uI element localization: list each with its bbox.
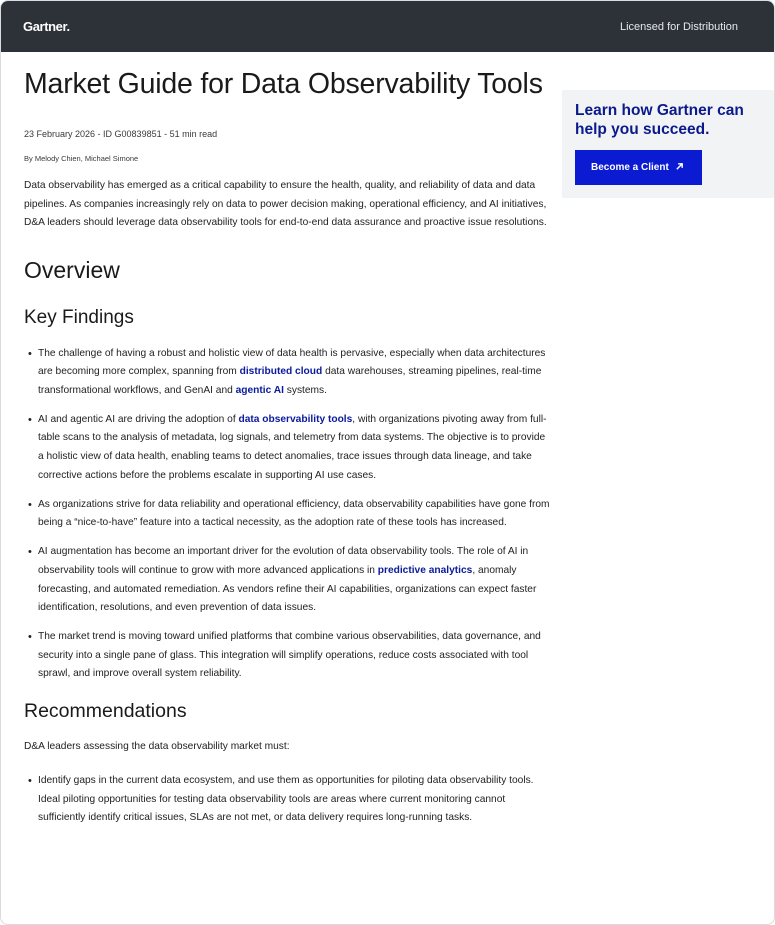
article-summary: Data observability has emerged as a critical capability to ensure the health, quality, and reliability of data and data pipelines. As companies increasingly rely on data to power decision making, operational efficiency, and AI initiatives, D&A leaders should leverage data observability tools for end-to-end data assurance and proactive issue resolutions. <box>24 180 547 228</box>
overview-heading: Overview <box>24 256 120 283</box>
article-authors: By Melody Chien, Michael Simone <box>24 154 139 163</box>
finding-item: • As organizations strive for data reliability and operational efficiency, data observability capabilities have gone from being a “nice-to-have” feature into a tactical necessity, as the adoption rate of these tools has increased. <box>24 496 552 533</box>
article-meta: 23 February 2026 - ID G00839851 - 51 min read <box>24 129 218 139</box>
recommendation-item: • Identify gaps in the current data ecosystem, and use them as opportunities for piloting data observability tools. Ideal piloting opportunities for testing data observability tools are areas where current monitoring cannot sufficiently identify critical issues, SLAs are not met, or data delivery requires long-running tasks. <box>24 772 552 828</box>
promo-heading: Learn how Gartner can help you succeed. <box>575 102 744 138</box>
finding-item: • AI and agentic AI are driving the adoption of data observability tools, with organizations pivoting away from full-table scans to the analysis of metadata, log signals, and telemetry from data systems. The objective is to provide a holistic view of data health, enabling teams to detect anomalies, trace issues through data lineage, and take corrective actions before the problems escalate in supporting AI use cases. <box>24 411 552 485</box>
agentic-ai-link[interactable]: agentic AI <box>235 384 284 396</box>
cta-label: Become a Client <box>591 162 669 173</box>
licensed-label: Licensed for Distribution <box>619 20 738 33</box>
article-body <box>24 65 552 838</box>
data-observability-tools-link[interactable]: data observability tools <box>238 413 353 425</box>
recommendations-list <box>24 772 552 828</box>
become-a-client-button[interactable] <box>575 150 702 185</box>
page-title: Market Guide for Data Observability Tools <box>24 68 543 100</box>
gartner-logo[interactable]: Gartner. <box>23 19 70 34</box>
key-findings-list <box>24 345 552 685</box>
promo-sidebar <box>562 90 775 198</box>
finding-item: • The market trend is moving toward unified platforms that combine various observabilities, data governance, and security into a single pane of glass. This integration will simplify operations, reduce costs associated with tool sprawl, and improve overall system reliability. <box>24 628 552 684</box>
key-findings-heading: Key Findings <box>24 306 134 328</box>
predictive-analytics-link[interactable]: predictive analytics <box>377 564 473 576</box>
recommendations-heading: Recommendations <box>24 700 187 722</box>
finding-item: • AI augmentation has become an important driver for the evolution of data observability tools. The role of AI in observability tools will continue to grow with more advanced applications in predictive analytics, anomaly forecasting, and automated remediation. As vendors refine their AI capabilities, organizations can expect faster identification, resolutions, and even prevention of data issues. <box>24 543 552 617</box>
recommendations-intro: D&A leaders assessing the data observability market must: <box>24 741 290 752</box>
top-bar <box>1 1 775 52</box>
arrow-up-right-icon <box>675 162 684 174</box>
finding-item: • The challenge of having a robust and holistic view of data health is pervasive, especially when data architectures are becoming more complex, spanning from distributed cloud data warehouses, streaming pipelines, real-time transformational workflows, and GenAI and agentic AI systems. <box>24 345 552 401</box>
distributed-cloud-link[interactable]: distributed cloud <box>239 366 323 378</box>
